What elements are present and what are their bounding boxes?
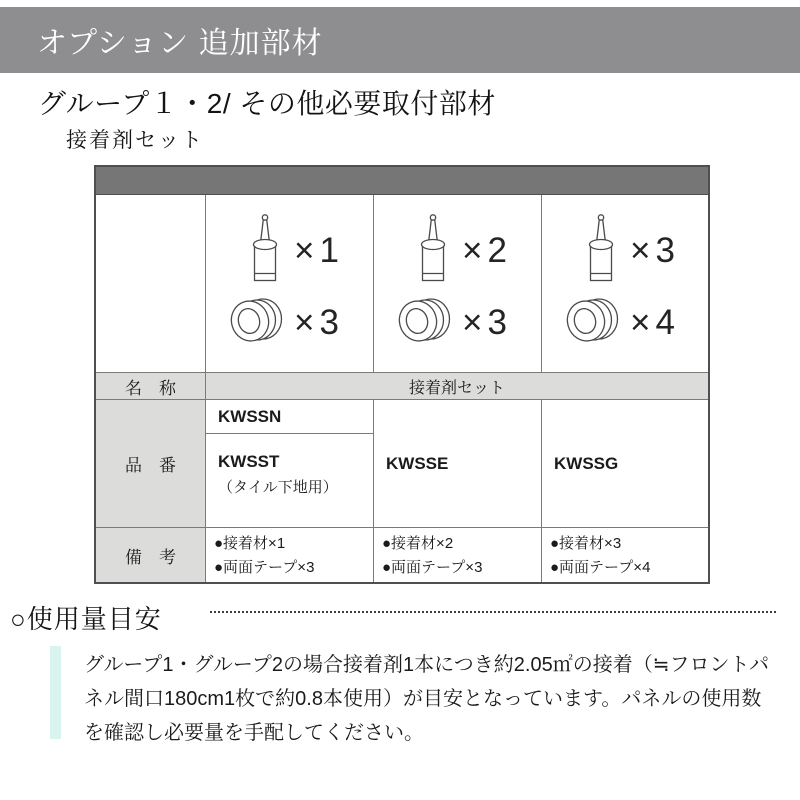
glue-quantity: ×2 — [462, 231, 512, 270]
table-row-part-numbers — [96, 400, 708, 528]
table-row-name — [96, 373, 708, 400]
part-no-row-label: 品 番 — [96, 400, 206, 528]
part-no-kwsst-code: KWSST — [218, 452, 280, 471]
tape-quantity: ×3 — [462, 303, 512, 342]
part-no-cell-col2: KWSSE — [374, 400, 542, 528]
accent-bar — [50, 646, 61, 739]
usage-section-heading: ○使用量目安 — [10, 604, 162, 634]
remark-line: ●接着材×2 — [382, 535, 454, 552]
table-row-remarks — [96, 528, 708, 582]
table-row-images — [96, 195, 708, 373]
glue-quantity: ×3 — [630, 231, 680, 270]
dotted-divider — [210, 611, 776, 613]
usage-body-text: グループ1・グループ2の場合接着剤1本につき約2.05㎡の接着（≒フロントパネル間口180cm1枚で約0.8本使用）が目安となっています。パネルの使用数を確認し必要量を手配してください。 — [84, 654, 770, 744]
image-cell-col3 — [542, 195, 708, 373]
adhesive-set-table — [94, 165, 710, 584]
tape-roll-icon — [227, 294, 285, 348]
table-header-bar — [96, 167, 708, 195]
image-row-label-cell — [96, 195, 206, 373]
part-no-cell-col1 — [206, 400, 374, 528]
glue-tube-icon — [246, 211, 284, 285]
image-cell-col2 — [374, 195, 542, 373]
tape-roll-icon — [395, 294, 453, 348]
group-heading: グループ１・2/ その他必要取付部材 — [38, 88, 496, 119]
tape-roll-icon — [563, 294, 621, 348]
part-no-kwsst — [206, 434, 373, 500]
image-cell-col1 — [206, 195, 374, 373]
remarks-row-label: 備 考 — [96, 528, 206, 582]
glue-tube-icon — [414, 211, 452, 285]
part-no-kwsst-note: （タイル下地用） — [218, 479, 338, 496]
page-banner — [0, 7, 800, 73]
product-heading: 接着剤セット — [66, 129, 204, 152]
name-row-label: 名 称 — [96, 373, 206, 400]
glue-quantity: ×1 — [294, 231, 344, 270]
banner-title: オプション 追加部材 — [37, 27, 323, 60]
remark-line: ●両面テープ×4 — [550, 559, 651, 576]
part-no-cell-col3: KWSSG — [542, 400, 708, 528]
part-no-kwssn: KWSSN — [206, 400, 373, 434]
remarks-cell-col2 — [374, 528, 542, 582]
glue-tube-icon — [582, 211, 620, 285]
remark-line: ●両面テープ×3 — [214, 559, 315, 576]
remark-line: ●接着材×1 — [214, 535, 286, 552]
tape-quantity: ×3 — [294, 303, 344, 342]
name-row-value: 接着剤セット — [206, 373, 708, 400]
remarks-cell-col1 — [206, 528, 374, 582]
tape-quantity: ×4 — [630, 303, 680, 342]
remark-line: ●両面テープ×3 — [382, 559, 483, 576]
remark-line: ●接着材×3 — [550, 535, 622, 552]
remarks-cell-col3 — [542, 528, 708, 582]
